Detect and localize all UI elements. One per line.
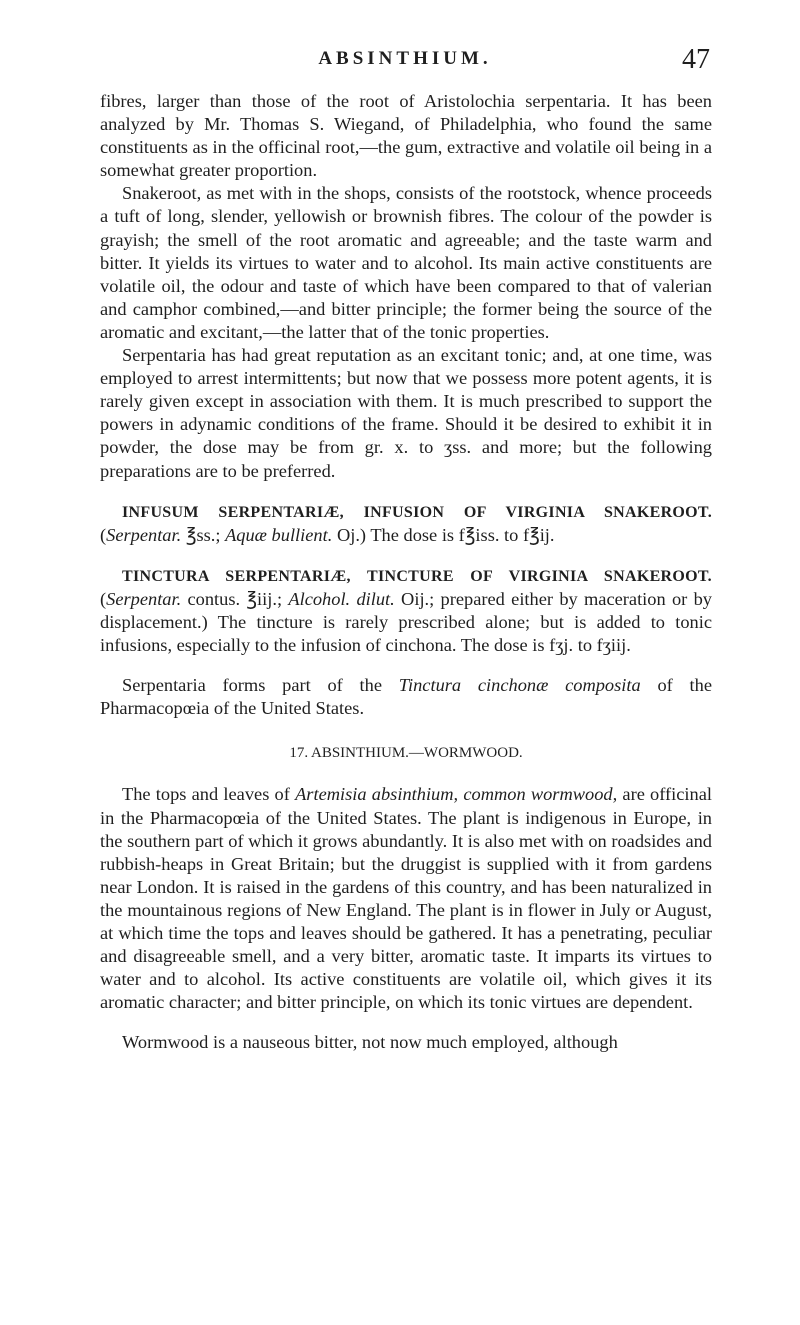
paragraph-snakeroot-description: Snakeroot, as met with in the shops, consists of the rootstock, whence proceeds a tuft of long, slender, yellowish or brownish fibres. The colour of the powder is grayish; the smell of the root aromatic and agreeable; and the taste warm and bitter. It yields its virtues to water and to alcohol. Its main active constituents are volatile oil, the odour and taste of which have been compared to that of valerian and camphor combined,—and bitter principle; the former being the source of the aromatic and excitant,—the latter that of the tonic properties. (100, 183, 712, 342)
paragraph-wormwood-use: Wormwood is a nauseous bitter, not now much employed, although (122, 1032, 618, 1053)
infusion-formula-open: ( (100, 524, 107, 545)
section-title: 17. ABSINTHIUM.—WORMWOOD. (289, 745, 523, 762)
para4-after: of the Pharmacopœia of the United States. (100, 675, 712, 719)
infusion-heading: INFUSUM SERPENTARIÆ, INFUSION OF VIRGINIA SNAKEROOT. (122, 503, 712, 521)
tincture-name2: Alcohol. dilut. (288, 588, 395, 609)
page-number: 47 (682, 44, 710, 75)
paragraph-wormwood-description (100, 783, 712, 1014)
para5-after: are officinal in the Pharmacopœia of the United States. The plant is indigenous in Europe, in the southern part of which it grows abundantly. It is also met with on roadsides and rubbish-heaps in Great Britain; but the druggist is supplied with it from gardens near London. It is raised in the gardens of this country, and has been naturalized in the mountainous regions of New England. The plant is in flower in July or August, at which time the tops and leaves should be gathered. It has a penetrating, peculiar and disagreeable smell, and a very bitter, aromatic taste. It imparts its virtues to water and to alcohol. Its active constituents are volatile oil, which gives it its aromatic character; and bitter principle, on which its tonic virtues are dependent. (100, 784, 713, 1013)
tincture-name1: Serpentar. (106, 588, 182, 609)
tincture-heading: TINCTURA SERPENTARIÆ, TINCTURE OF VIRGINIA SNAKEROOT. (122, 567, 712, 585)
para5-before: The tops and leaves of (122, 784, 296, 805)
para4-before: Serpentaria forms part of the (122, 675, 399, 696)
para4-italic: Tinctura cinchonæ composita (398, 675, 641, 696)
paragraph-infusion (100, 500, 712, 547)
tincture-open: ( (100, 588, 107, 609)
paragraph-tincture (100, 564, 712, 657)
infusion-formula-close: Oj.) The dose is f℥iss. to f℥ij. (332, 524, 555, 545)
infusion-formula-qty: ℥ss.; (181, 524, 226, 545)
running-head (100, 44, 710, 76)
paragraph-serpentaria-fibres: fibres, larger than those of the root of Aristolochia serpentaria. It has been analyzed by Mr. Thomas S. Wiegand, of Philadelphia, who found the same constituents as in the officinal root,—the gum, extractive and volatile oil being in a somewhat greater proportion. (100, 91, 712, 181)
tincture-part1: contus. ℥iij.; (181, 588, 289, 609)
running-head-title: ABSINTHIUM. (318, 48, 492, 69)
tincture-part2: Oij.; prepared either by maceration or by displacement.) The tincture is rarely prescribed alone; but is added to tonic infusions, especially to the infusion of cinchona. The dose is fʒj. to fʒiij. (100, 588, 712, 656)
paragraph-serpentaria-use: Serpentaria has had great reputation as an excitant tonic; and, at one time, was employed to arrest intermittents; but now that we possess more potent agents, it is rarely given except in association with them. It is much prescribed to support the powers in adynamic conditions of the frame. Should it be desired to exhibit it in powder, the dose may be from gr. x. to ʒss. and more; but the following preparations are to be preferred. (100, 345, 712, 481)
para5-italic: Artemisia absinthium, common wormwood, (295, 784, 618, 805)
body-text (100, 90, 712, 1054)
infusion-formula-name: Serpentar. (106, 524, 182, 545)
infusion-formula-name2: Aquæ bullient. (225, 524, 333, 545)
paragraph-pharmacopoeia (100, 674, 712, 720)
